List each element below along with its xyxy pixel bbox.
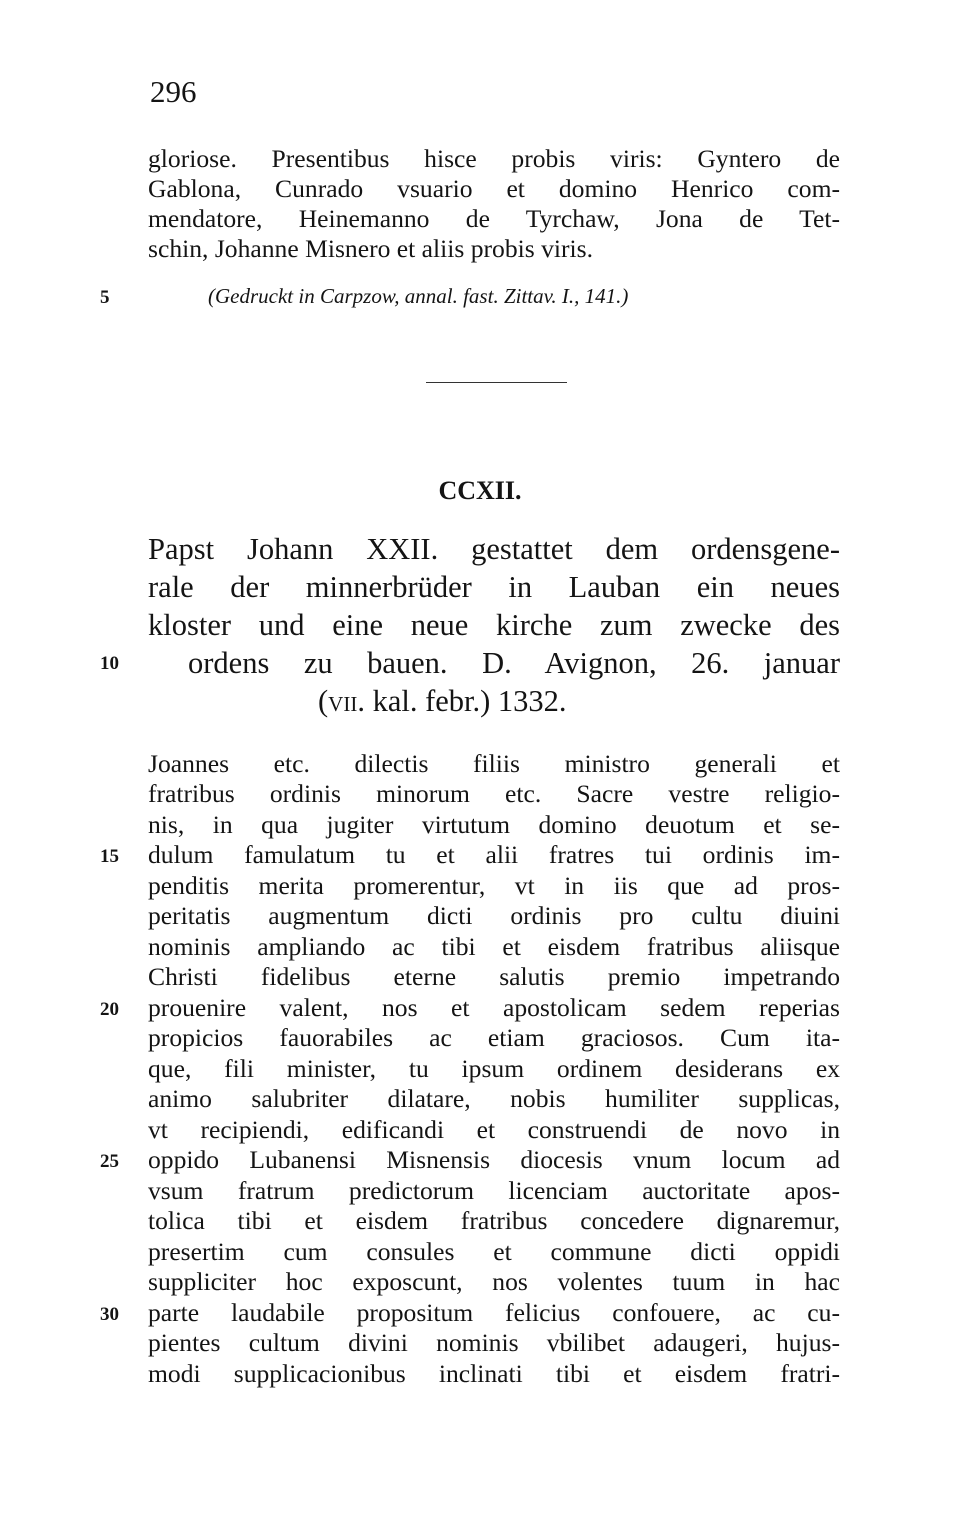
- line-number: 25: [100, 1151, 119, 1172]
- text-line: nominis ampliando ac tibi et eisdem fratribus aliisque: [148, 932, 840, 961]
- prev-text-line: gloriose. Presentibus hisce probis viris: Gyntero de: [148, 144, 840, 173]
- text-line: Christi fidelibus eterne salutis premio impetrando: [148, 962, 840, 991]
- prev-text-line: Gablona, Cunrado vsuario et domino Henrico com-: [148, 174, 840, 203]
- text-line: penditis merita promerentur, vt in iis que ad pros-: [148, 871, 840, 900]
- heading-line: rale der minnerbrüder in Lauban ein neues: [148, 570, 840, 604]
- text-line: prouenire valent, nos et apostolicam sedem reperias: [148, 993, 840, 1022]
- text-line: que, fili minister, tu ipsum ordinem desiderans ex: [148, 1054, 840, 1083]
- section-divider: [426, 382, 567, 383]
- page-number: 296: [150, 74, 197, 109]
- text-line: oppido Lubanensi Misnensis diocesis vnum locum ad: [148, 1145, 840, 1174]
- text-line: Joannes etc. dilectis filiis ministro generali et: [148, 749, 840, 778]
- heading-date-roman: vii.: [328, 684, 365, 718]
- text-line: parte laudabile propositum felicius confouere, ac cu-: [148, 1298, 840, 1327]
- line-number: 20: [100, 999, 119, 1020]
- heading-date-rest: kal. febr.) 1332.: [364, 684, 567, 718]
- text-line: fratribus ordinis minorum etc. Sacre vestre religio-: [148, 779, 840, 808]
- text-line: vsum fratrum predictorum licenciam auctoritate apos-: [148, 1176, 840, 1205]
- heading-line: ordens zu bauen. D. Avignon, 26. januar: [188, 646, 840, 680]
- prev-text-line: schin, Johanne Misnero et aliis probis viris.: [148, 234, 593, 263]
- heading-date-open: (: [318, 684, 329, 718]
- source-citation: (Gedruckt in Carpzow, annal. fast. Zittav. I., 141.): [208, 284, 629, 308]
- heading-line: Papst Johann XXII. gestattet dem ordensgene-: [148, 532, 840, 566]
- heading-date: [318, 684, 567, 718]
- text-line: presertim cum consules et commune dicti oppidi: [148, 1237, 840, 1266]
- text-line: propicios fauorabiles ac etiam graciosos. Cum ita-: [148, 1023, 840, 1052]
- line-number: 15: [100, 846, 119, 867]
- text-line: animo salubriter dilatare, nobis humiliter supplicas,: [148, 1084, 840, 1113]
- text-line: tolica tibi et eisdem fratribus concedere dignaremur,: [148, 1206, 840, 1235]
- text-line: nis, in qua jugiter virtutum domino deuotum et se-: [148, 810, 840, 839]
- text-line: peritatis augmentum dicti ordinis pro cultu diuini: [148, 901, 840, 930]
- text-line: modi supplicacionibus inclinati tibi et eisdem fratri-: [148, 1359, 840, 1388]
- text-line: dulum famulatum tu et alii fratres tui ordinis im-: [148, 840, 840, 869]
- line-number: 5: [100, 287, 110, 308]
- document-number: CCXII.: [438, 476, 522, 505]
- line-number: 10: [100, 653, 119, 674]
- prev-text-line: mendatore, Heinemanno de Tyrchaw, Jona de Tet-: [148, 204, 840, 233]
- text-line: vt recipiendi, edificandi et construendi de novo in: [148, 1115, 840, 1144]
- text-line: suppliciter hoc exposcunt, nos volentes tuum in hac: [148, 1267, 840, 1296]
- line-number: 30: [100, 1304, 119, 1325]
- heading-line: kloster und eine neue kirche zum zwecke des: [148, 608, 840, 642]
- text-line: pientes cultum divini nominis vbilibet adaugeri, hujus-: [148, 1328, 840, 1357]
